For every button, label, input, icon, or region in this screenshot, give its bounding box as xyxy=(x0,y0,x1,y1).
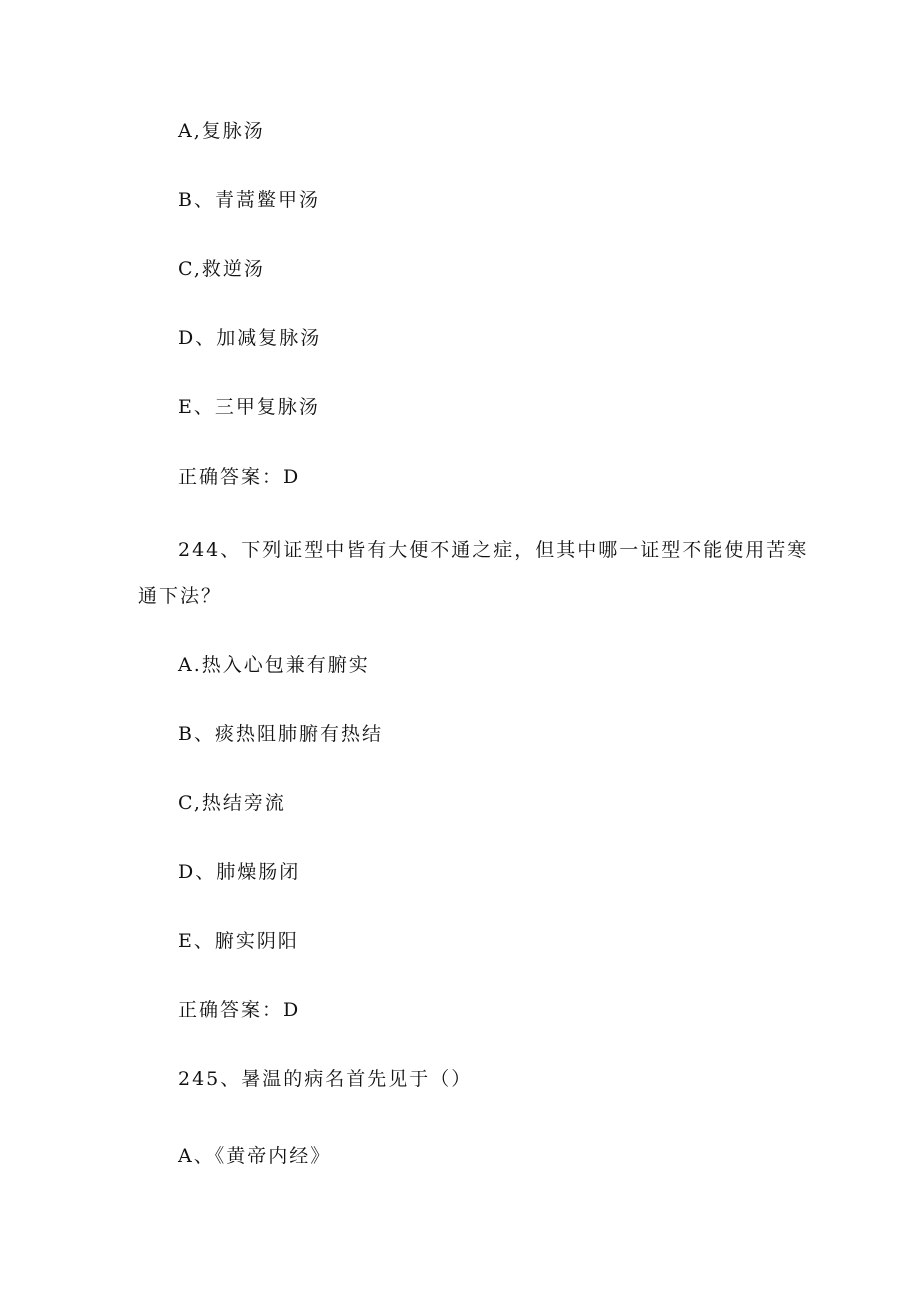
q244-option-e: E、腑实阴阳 xyxy=(178,930,299,952)
q245-stem: 245、暑温的病名首先见于（） xyxy=(178,1068,473,1090)
q243-option-c: C,救逆汤 xyxy=(178,258,265,280)
q243-option-d: D、加减复脉汤 xyxy=(178,327,322,349)
q243-answer: 正确答案：D xyxy=(178,466,301,488)
q244-option-a: A.热入心包兼有腑实 xyxy=(178,654,370,676)
q244-option-c: C,热结旁流 xyxy=(178,792,286,814)
q245-option-a: A、《黄帝内经》 xyxy=(178,1145,332,1167)
q243-option-e: E、三甲复脉汤 xyxy=(178,396,320,418)
q243-option-a: A,复脉汤 xyxy=(178,120,265,142)
q244-option-b: B、痰热阻肺腑有热结 xyxy=(178,723,383,745)
q243-option-b: B、青蒿鳖甲汤 xyxy=(178,189,320,211)
q244-stem-line2: 通下法？ xyxy=(138,585,223,607)
q244-answer: 正确答案：D xyxy=(178,999,301,1021)
q244-option-d: D、肺燥肠闭 xyxy=(178,861,301,883)
q244-stem-line1: 244、下列证型中皆有大便不通之症，但其中哪一证型不能使用苦寒 xyxy=(178,539,809,561)
